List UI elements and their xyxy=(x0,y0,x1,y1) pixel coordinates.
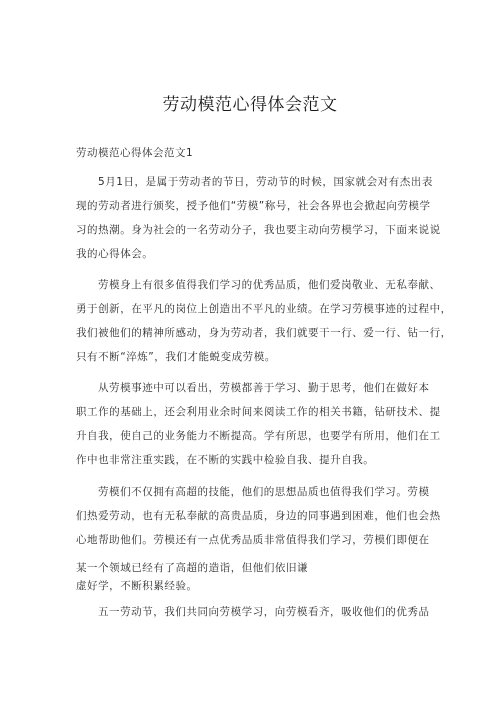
paragraph-line: 劳模们不仅拥有高超的技能，他们的思想品质也值得我们学习。劳模 xyxy=(98,486,430,498)
paragraph-line: 从劳模事迹中可以看出，劳模都善于学习、勤于思考，他们在做好本 xyxy=(98,382,430,394)
paragraph-line: 五一劳动节，我们共同向劳模学习，向劳模看齐，吸收他们的优秀品 xyxy=(98,606,430,618)
paragraph-line: 习的热潮。身为社会的一名劳动分子，我也要主动向劳模学习，下面来说说 xyxy=(76,224,441,236)
paragraph-line: 只有不断“淬炼”，我们才能蜕变成劳模。 xyxy=(76,351,276,363)
paragraph-line: 我们被他们的精神所感动，身为劳动者，我们就要干一行、爱一行、钻一行， xyxy=(76,327,452,339)
paragraph-line: 作中也非常注重实践，在不断的实践中检验自我、提升自我。 xyxy=(76,454,375,466)
paragraph-line: 们热爱劳动，也有无私奉献的高贵品质，身边的同事遇到困难，他们也会热 xyxy=(76,510,441,522)
paragraph-line: 勇于创新，在平凡的岗位上创造出不平凡的业绩。在学习劳模事迹的过程中， xyxy=(76,303,452,315)
paragraph-line: 心地帮助他们。劳模还有一点优秀品质非常值得我们学习，劳模们即便在 xyxy=(76,534,430,546)
paragraph-line: 现的劳动者进行颁奖，授予他们“劳模”称号，社会各界也会掀起向劳模学 xyxy=(76,200,431,212)
paragraph-line: 职工作的基础上，还会利用业余时间来阅读工作的相关书籍，钻研技术、提 xyxy=(76,406,441,418)
document-title: 劳动模范心得体会范文 xyxy=(162,95,338,115)
section-title: 劳动模范心得体会范文1 xyxy=(76,147,194,159)
paragraph-line: 5月1日，是属于劳动者的节日，劳动节的时候，国家就会对有杰出表 xyxy=(98,176,433,188)
paragraph-line: 某一个领域已经有了高超的造诣，但他们依旧谦 xyxy=(76,562,309,574)
paragraph-line: 我的心得体会。 xyxy=(76,248,154,260)
paragraph-line: 劳模身上有很多值得我们学习的优秀品质，他们爱岗敬业、无私奉献、 xyxy=(98,279,441,291)
paragraph-line: 升自我，使自己的业务能力不断提高。学有所思，也要学有所用，他们在工 xyxy=(76,430,441,442)
paragraph-line: 虚好学，不断积累经验。 xyxy=(76,580,198,592)
